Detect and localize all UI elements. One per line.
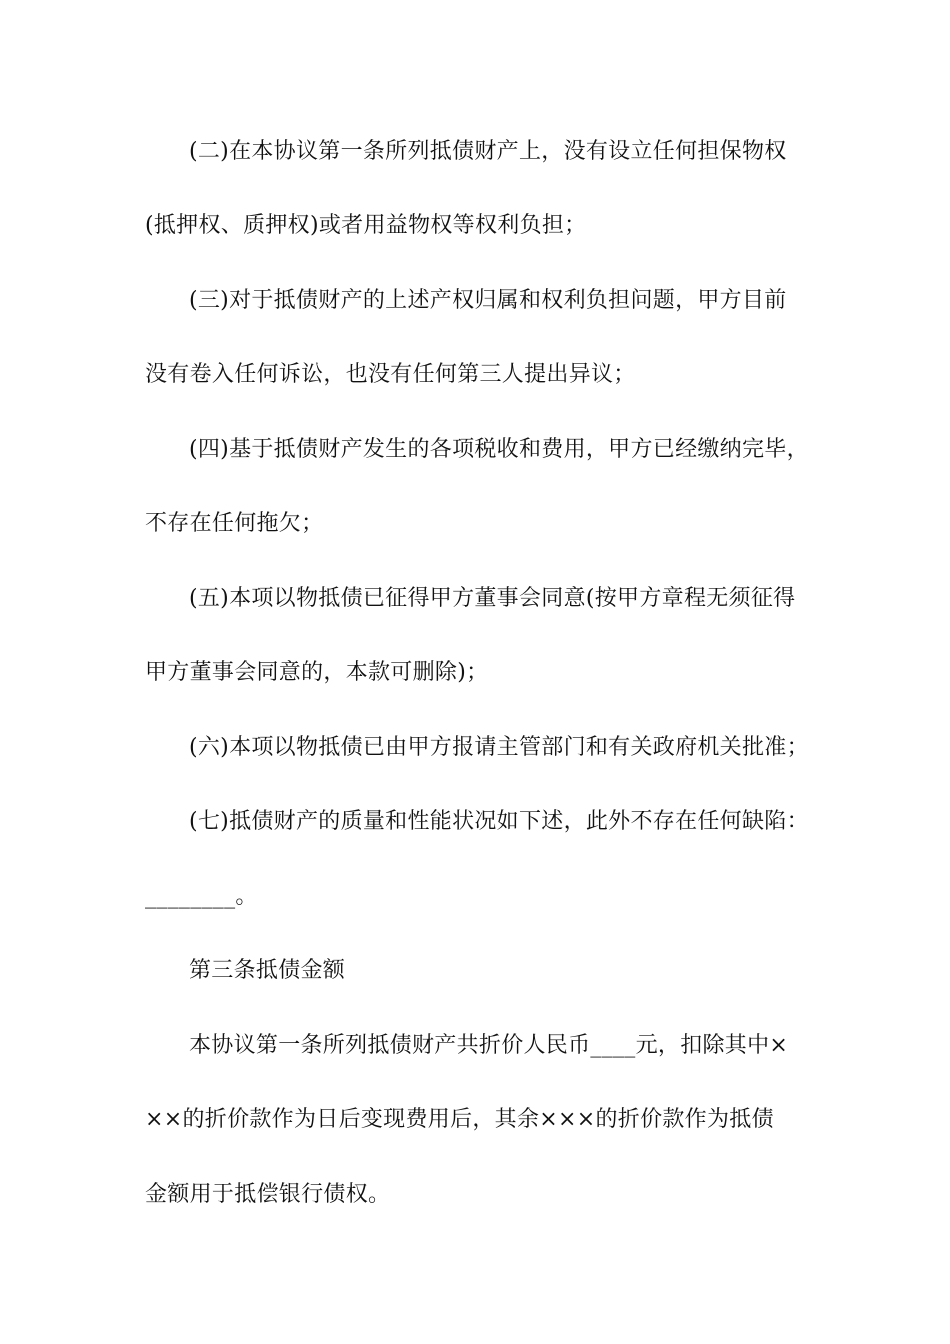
clause-3-line-2: 没有卷入任何诉讼，也没有任何第三人提出异议； (145, 362, 636, 387)
clause-2-line-1: (二)在本协议第一条所列抵债财产上，没有设立任何担保物权 (189, 139, 787, 164)
article-3-line-3: 金额用于抵偿银行债权。 (145, 1182, 391, 1207)
clause-2-line-2: (抵押权、质押权)或者用益物权等权利负担； (145, 213, 587, 238)
clause-4-line-2: 不存在任何拖欠； (145, 511, 324, 536)
clause-6-line-1: (六)本项以物抵债已由甲方报请主管部门和有关政府机关批准； (189, 735, 809, 760)
clause-3-line-1: (三)对于抵债财产的上述产权归属和权利负担问题，甲方目前 (189, 288, 787, 313)
clause-7-line-1: (七)抵债财产的质量和性能状况如下述，此外不存在任何缺陷： (189, 809, 809, 834)
article-3-line-1: 本协议第一条所列抵债财产共折价人民币____元，扣除其中× (189, 1033, 789, 1058)
article-3-line-2: ××的折价款作为日后变现费用后，其余×××的折价款作为抵债 (145, 1107, 774, 1132)
clause-5-line-2: 甲方董事会同意的，本款可删除)； (145, 660, 489, 685)
clause-7-line-2: ________。 (145, 884, 258, 909)
clause-4-line-1: (四)基于抵债财产发生的各项税收和费用，甲方已经缴纳完毕， (189, 437, 809, 462)
clause-5-line-1: (五)本项以物抵债已征得甲方董事会同意(按甲方章程无须征得 (189, 586, 796, 611)
section-heading-article-3: 第三条抵债金额 (189, 958, 346, 983)
